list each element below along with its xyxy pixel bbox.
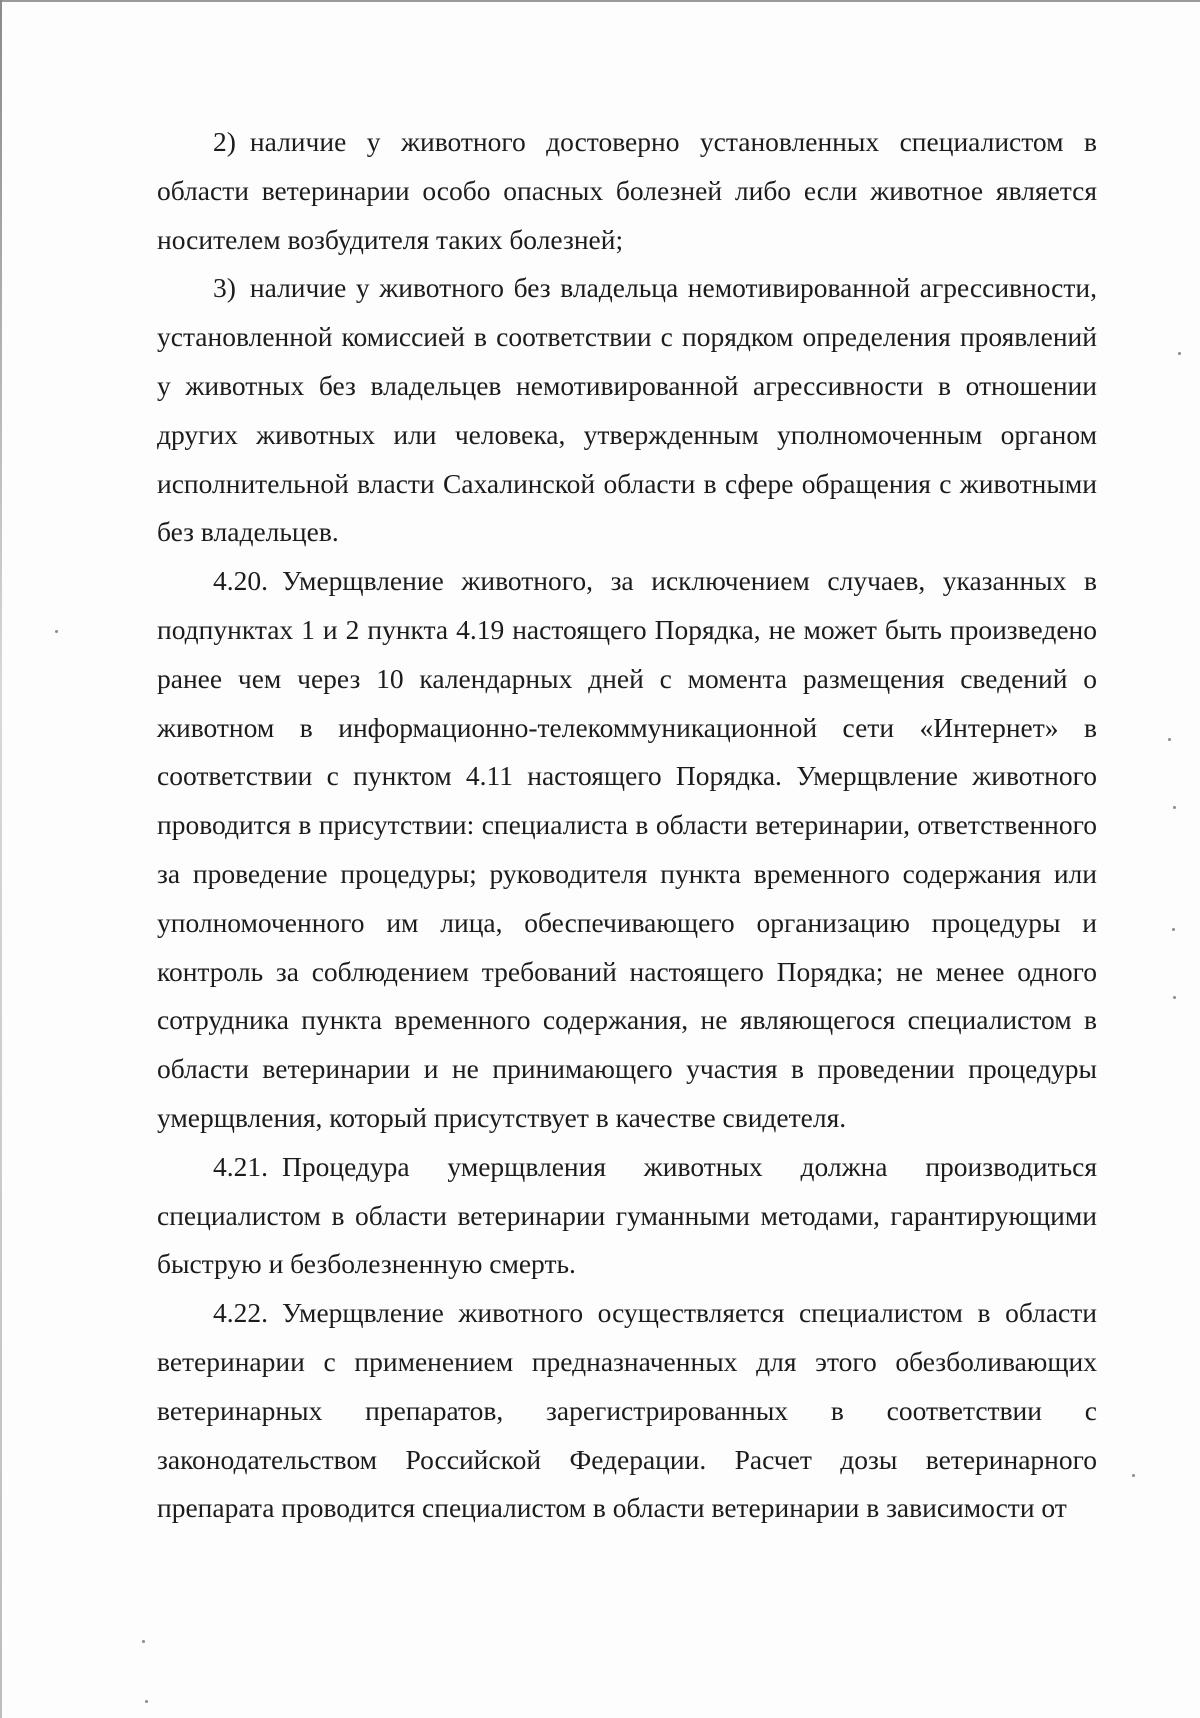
paragraph-4-20	[157, 557, 1097, 1143]
paragraph-4-22	[157, 1289, 1097, 1533]
paragraph-number: 4.21.	[213, 1150, 268, 1182]
scan-speck	[145, 1700, 148, 1703]
paragraph-number: 4.22.	[213, 1297, 268, 1329]
scan-speck	[1173, 996, 1176, 999]
paragraph-item-2	[157, 118, 1097, 264]
scan-speck	[1132, 1474, 1135, 1477]
paragraph-text: Процедура умерщвления животных должна производиться специалистом в области ветеринарии гуманными методами, гарантирующими быструю и безболезненную смерть.	[157, 1150, 1097, 1280]
paragraph-4-21	[157, 1143, 1097, 1289]
paragraph-number: 3)	[213, 272, 236, 304]
paragraph-text: наличие у животного достоверно установленных специалистом в области ветеринарии особо опасных болезней либо если животное является носителем возбудителя таких болезней;	[157, 126, 1097, 255]
paragraph-number: 2)	[213, 126, 236, 157]
paragraph-text: наличие у животного без владельца немотивированной агрессивности, установленной комиссией в соответствии с порядком определения проявлений у животных без владельцев немотивированной агрессивности в отношении других животных или человека, утвержденным уполномоченным органом исполнительной власти Сахалинской области в сфере обращения с животными без владельцев.	[157, 272, 1097, 548]
scan-speck	[1173, 806, 1176, 809]
paragraph-number: 4.20.	[213, 565, 268, 597]
scan-top-edge	[0, 0, 1200, 2]
document-body	[157, 118, 1097, 1533]
scan-speck	[1168, 738, 1171, 741]
scan-speck	[1178, 352, 1181, 355]
scan-left-edge	[0, 0, 2, 1718]
scan-speck	[55, 630, 58, 633]
scan-speck	[1172, 928, 1175, 931]
scan-speck	[142, 1640, 145, 1643]
paragraph-text: Умерщвление животного, за исключением случаев, указанных в подпунктах 1 и 2 пункта 4.19 настоящего Порядка, не может быть произведено ранее чем через 10 календарных дней с момента размещения сведений о животном в информационно-телекоммуникационной сети «Интернет» в соответствии с пунктом 4.11 настоящего Порядка. Умерщвление животного проводится в присутствии: специалиста в области ветеринарии, ответственного за проведение процедуры; руководителя пункта временного содержания или уполномоченного им лица, обеспечивающего организацию процедуры и контроль за соблюдением требований настоящего Порядка; не менее одного сотрудника пункта временного содержания, не являющегося специалистом в области ветеринарии и не принимающего участия в проведении процедуры умерщвления, который присутствует в качестве свидетеля.	[157, 565, 1097, 1133]
paragraph-text: Умерщвление животного осуществляется специалистом в области ветеринарии с применением предназначенных для этого обезболивающих ветеринарных препаратов, зарегистрированных в соответствии с законодательством Российской Федерации. Расчет дозы ветеринарного препарата проводится специалистом в области ветеринарии в зависимости от	[157, 1297, 1097, 1524]
paragraph-item-3	[157, 264, 1097, 557]
